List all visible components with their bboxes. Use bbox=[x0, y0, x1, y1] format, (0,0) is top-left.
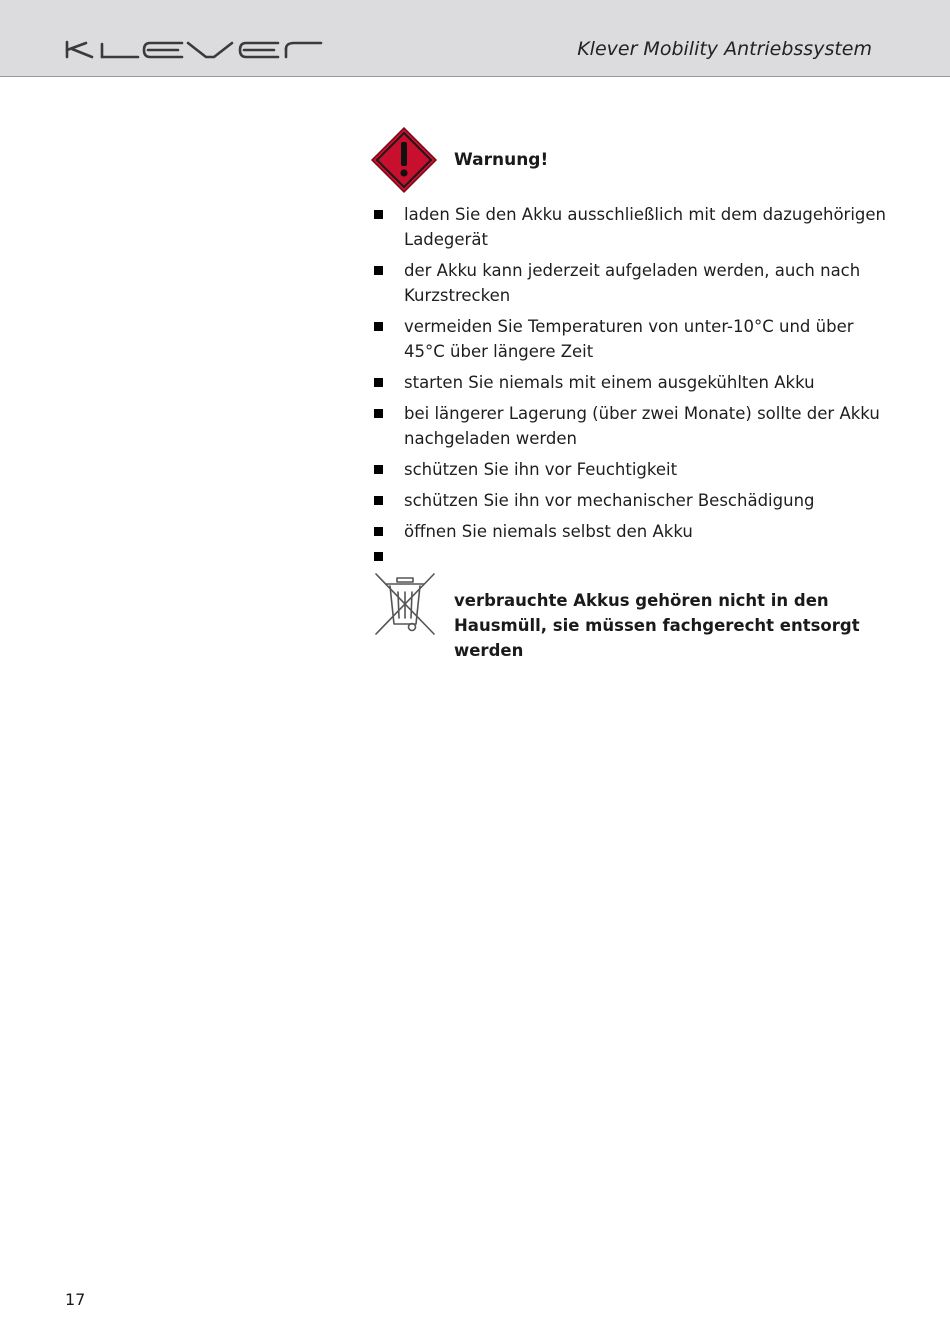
bullet-square-icon bbox=[374, 465, 383, 474]
list-item bbox=[370, 258, 894, 308]
list-item-text: schützen Sie ihn vor Feuchtigkeit bbox=[404, 460, 678, 479]
warning-header bbox=[370, 126, 910, 192]
bullet-square-icon bbox=[374, 527, 383, 536]
bullet-square-icon bbox=[374, 210, 383, 219]
disposal-text: verbrauchte Akkus gehören nicht in den Hausmüll, sie müssen fachgerecht entsorgt werden bbox=[454, 591, 860, 660]
warning-title: Warnung! bbox=[454, 150, 549, 170]
empty-list-item bbox=[370, 550, 910, 564]
list-item-text: öffnen Sie niemals selbst den Akku bbox=[404, 522, 693, 541]
list-item-text: bei längerer Lagerung (über zwei Monate) sollte der Akku nachgeladen werden bbox=[404, 404, 880, 448]
list-item bbox=[370, 457, 894, 482]
page-number: 17 bbox=[65, 1290, 86, 1309]
bullet-square-icon bbox=[374, 496, 383, 505]
list-item-text: schützen Sie ihn vor mechanischer Beschädigung bbox=[404, 491, 815, 510]
page-header bbox=[0, 0, 950, 77]
warning-diamond-icon bbox=[370, 126, 438, 194]
battery-warning-section bbox=[370, 126, 910, 660]
list-item bbox=[370, 519, 894, 544]
list-item-text: der Akku kann jederzeit aufgeladen werden, auch nach Kurzstrecken bbox=[404, 261, 861, 305]
list-item bbox=[370, 488, 894, 513]
list-item bbox=[370, 401, 894, 451]
bullet-square-icon bbox=[374, 322, 383, 331]
disposal-notice bbox=[370, 572, 910, 660]
list-item bbox=[370, 314, 894, 364]
bullet-square-icon bbox=[374, 266, 383, 275]
bullet-square-icon bbox=[374, 378, 383, 387]
list-item bbox=[370, 370, 894, 395]
list-item-text: laden Sie den Akku ausschließlich mit dem dazugehörigen Ladegerät bbox=[404, 205, 886, 249]
warning-list bbox=[370, 202, 910, 544]
list-item-text: starten Sie niemals mit einem ausgekühlten Akku bbox=[404, 373, 815, 392]
klever-logo bbox=[64, 40, 324, 60]
bullet-square-icon bbox=[374, 409, 383, 418]
list-item-text: vermeiden Sie Temperaturen von unter-10°C und über 45°C über längere Zeit bbox=[404, 317, 854, 361]
list-item bbox=[370, 202, 894, 252]
document-title: Klever Mobility Antriebssystem bbox=[577, 38, 872, 60]
bullet-square-icon bbox=[374, 552, 383, 561]
crossed-out-bin-icon bbox=[372, 572, 438, 636]
